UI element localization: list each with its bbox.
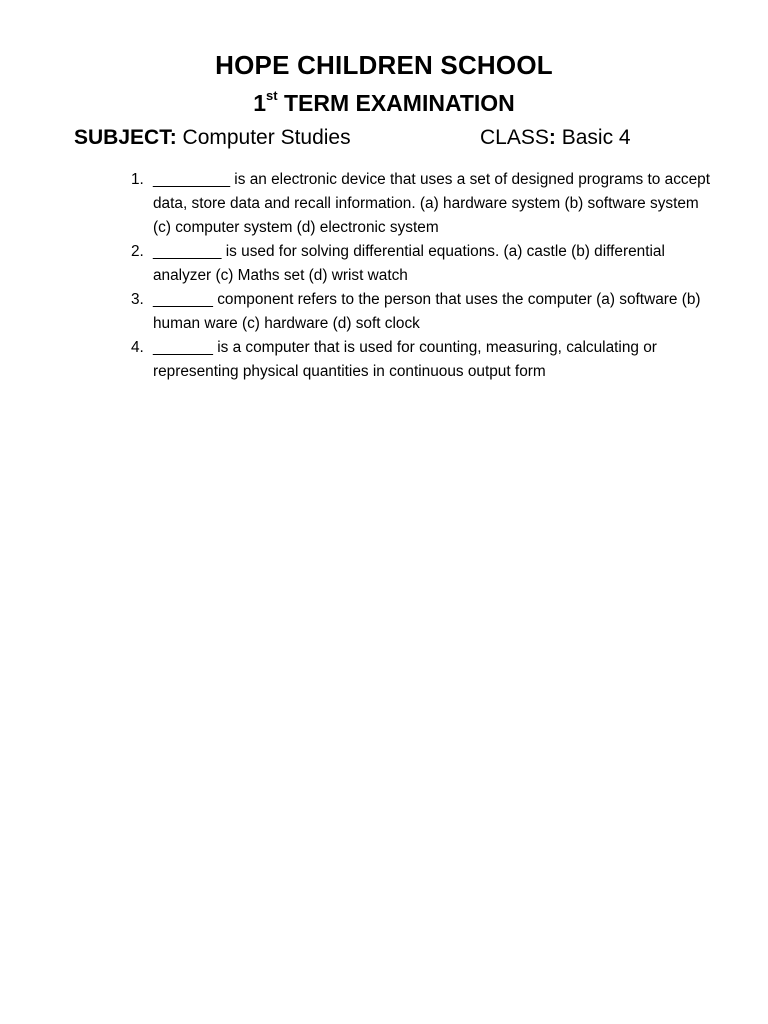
class-line [480, 126, 631, 150]
question-item [0, 336, 768, 384]
class-colon: : [548, 126, 556, 149]
question-item [0, 240, 768, 288]
subject-label: SUBJECT: [74, 126, 177, 149]
question-text: _______ is a computer that is used for counting, measuring, calculating or representing physical quantities in continuous output form [153, 339, 657, 380]
question-number: 2. [131, 243, 144, 260]
term-suffix: st [266, 88, 278, 104]
term-number: 1 [253, 90, 266, 116]
question-item [0, 168, 768, 240]
subject-value: Computer Studies [182, 126, 351, 149]
school-name: HOPE CHILDREN SCHOOL [215, 50, 553, 80]
term-title: TERM EXAMINATION [277, 90, 515, 116]
question-number: 1. [131, 171, 144, 188]
question-text: _________ is an electronic device that uses a set of designed programs to accept data, store data and recall information. (a) hardware system (b) software system (c) computer system (d) electronic system [153, 171, 710, 236]
class-value: Basic 4 [561, 126, 631, 149]
question-text: _______ component refers to the person that uses the computer (a) software (b) human ware (c) hardware (d) soft clock [153, 291, 701, 332]
exam-title [0, 90, 768, 117]
question-number: 3. [131, 291, 144, 308]
question-text: ________ is used for solving differential equations. (a) castle (b) differential analyzer (c) Maths set (d) wrist watch [153, 243, 665, 284]
question-list [0, 168, 768, 384]
question-number: 4. [131, 339, 144, 356]
question-item [0, 288, 768, 336]
subject-line [74, 126, 351, 150]
class-label: CLASS [480, 126, 549, 149]
